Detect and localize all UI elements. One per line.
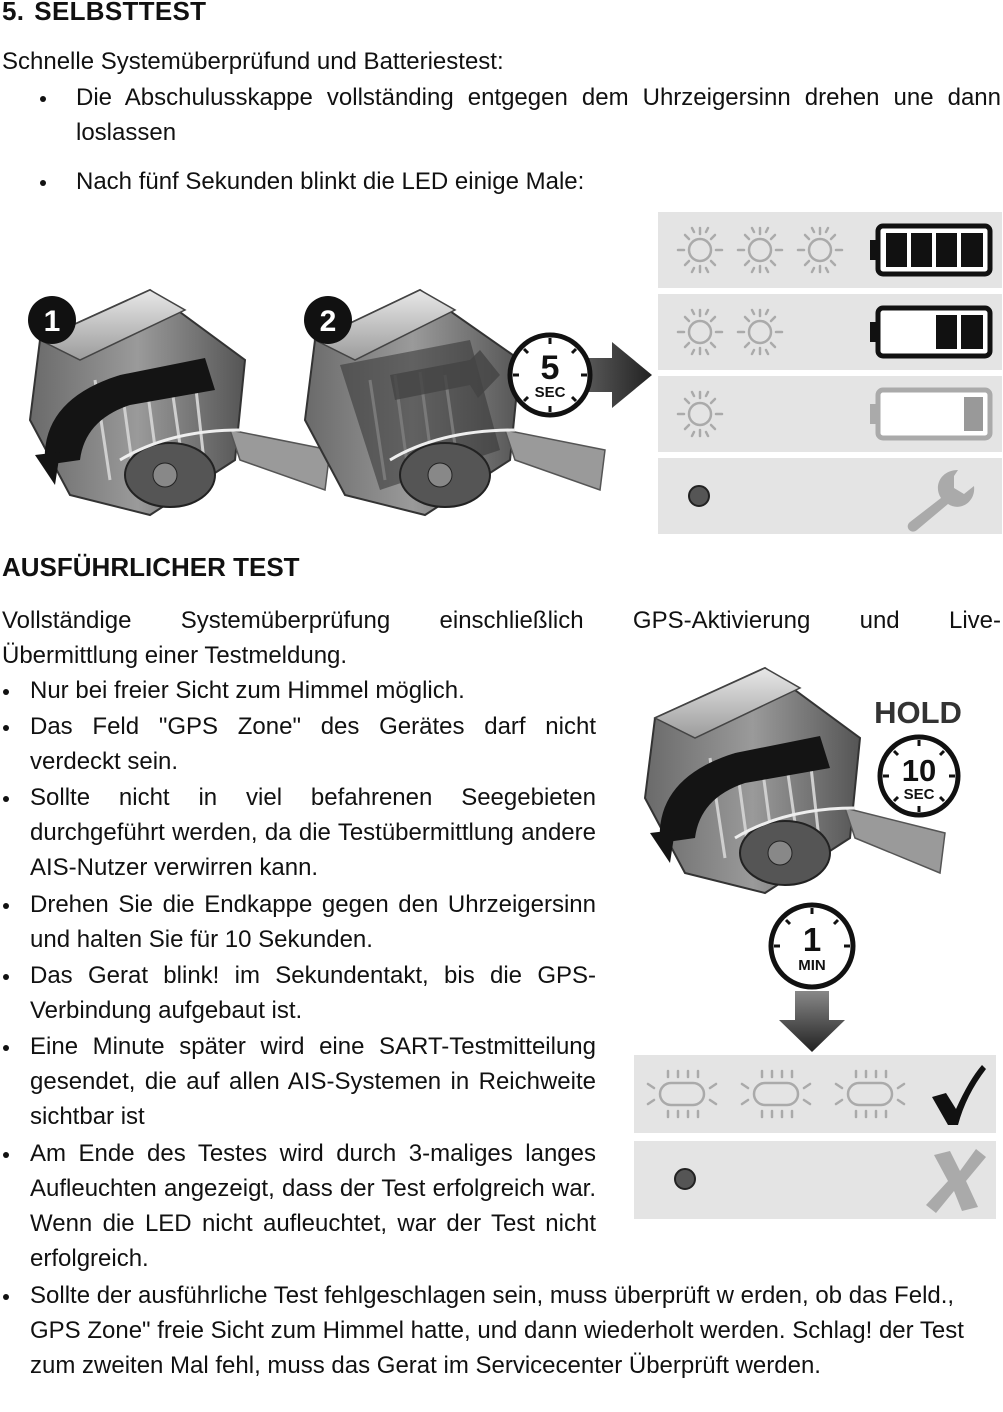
bullet-text: Sollte der ausführliche Test fehlgeschlagen sein, muss überprüft w erden, ob das Feld., GPS Zone" freie Sicht zum Himmel hatte, und dann wiederholt werden. Schlag! der Test zum zweiten Mal fehl, muss das Gerat im Servicecenter Überprüft werden.	[30, 1282, 964, 1379]
cross-icon	[634, 1141, 996, 1219]
timer-icon	[771, 905, 853, 987]
timer-value: 5	[540, 349, 560, 387]
led-row	[634, 1141, 996, 1219]
led-row	[658, 376, 1002, 452]
led-flash-icon	[678, 228, 722, 272]
led-row	[634, 1055, 996, 1133]
bullet-text: Drehen Sie die Endkappe gegen den Uhrzeigersinn und halten Sie für 10 Sekunden.	[30, 891, 596, 953]
led-flash-icon	[798, 228, 842, 272]
section-number: 5.	[2, 0, 25, 26]
bullet-text: Sollte nicht in viel befahrenen Seegebieten durchgeführt werden, da die Testübermittlung andere AIS-Nutzer verwirren kann.	[30, 784, 596, 881]
led-row	[658, 212, 1002, 288]
timer-unit: MIN	[798, 957, 826, 974]
fulltest-illustration	[615, 658, 1003, 1058]
section-title: SELBSTTEST	[34, 0, 207, 26]
arrow-down-icon	[779, 991, 845, 1052]
led-row	[658, 458, 1002, 534]
timer-value: 10	[901, 753, 937, 788]
battery-low-icon	[870, 390, 990, 438]
led-long-flash-icon	[836, 1071, 904, 1117]
bullet-text: Die Abschulusskappe vollständing entgegen dem Uhrzeigersinn drehen une dann loslassen	[76, 84, 1001, 146]
bullet-text: Eine Minute später wird eine SART-Testmitteilung gesendet, die auf allen AIS-Systemen in Reichweite sichtbar ist	[30, 1033, 596, 1130]
selftest-illustration	[0, 280, 660, 535]
led-flash-icon	[678, 310, 722, 354]
section-intro-line2: Übermittlung einer Testmeldung.	[2, 642, 348, 669]
section-heading-selbsttest	[2, 0, 206, 27]
led-flash-icon	[678, 392, 722, 436]
section-intro-line1: Vollständige Systemüberprüfung einschließlich GPS-Aktivierung und Live-	[2, 607, 1001, 634]
led-flash-icon	[738, 228, 782, 272]
timer-icon	[510, 335, 590, 415]
led-long-flash-icon	[742, 1071, 810, 1117]
battery-full-icon	[870, 226, 990, 274]
device-step-1	[28, 290, 330, 515]
section-intro: Schnelle Systemüberprüfund und Batteriestest:	[2, 48, 504, 75]
timer-unit: SEC	[903, 786, 935, 803]
led-flash-icon	[738, 310, 782, 354]
hold-label: HOLD	[874, 695, 962, 730]
led-row	[658, 294, 1002, 370]
timer-value: 1	[802, 921, 822, 958]
step-badge-label: 1	[43, 305, 61, 338]
led-long-flash-icon	[648, 1071, 716, 1117]
battery-half-icon	[870, 308, 990, 356]
bullet-text: Nach fünf Sekunden blinkt die LED einige Male:	[76, 168, 585, 195]
bullet-text: Das Gerat blink! im Sekundentakt, bis die GPS-Verbindung aufgebaut ist.	[30, 962, 596, 1024]
wrench-icon	[658, 458, 1002, 534]
bullet-text: Am Ende des Testes wird durch 3-maliges langes Aufleuchten angezeigt, dass der Test erfolgreich war. Wenn die LED nicht aufleuchtet, war der Test nicht erfolgreich.	[30, 1140, 596, 1272]
bullet-text: Das Feld "GPS Zone" des Gerätes darf nicht verdeckt sein.	[30, 713, 596, 775]
check-icon	[932, 1065, 986, 1125]
bullet-text: Nur bei freier Sicht zum Himmel möglich.	[30, 677, 465, 704]
section-heading-ausfuehrlicher-test: AUSFÜHRLICHER TEST	[2, 552, 300, 582]
timer-unit: SEC	[534, 384, 566, 401]
step-badge-label: 2	[319, 305, 337, 338]
timer-icon	[880, 737, 958, 815]
